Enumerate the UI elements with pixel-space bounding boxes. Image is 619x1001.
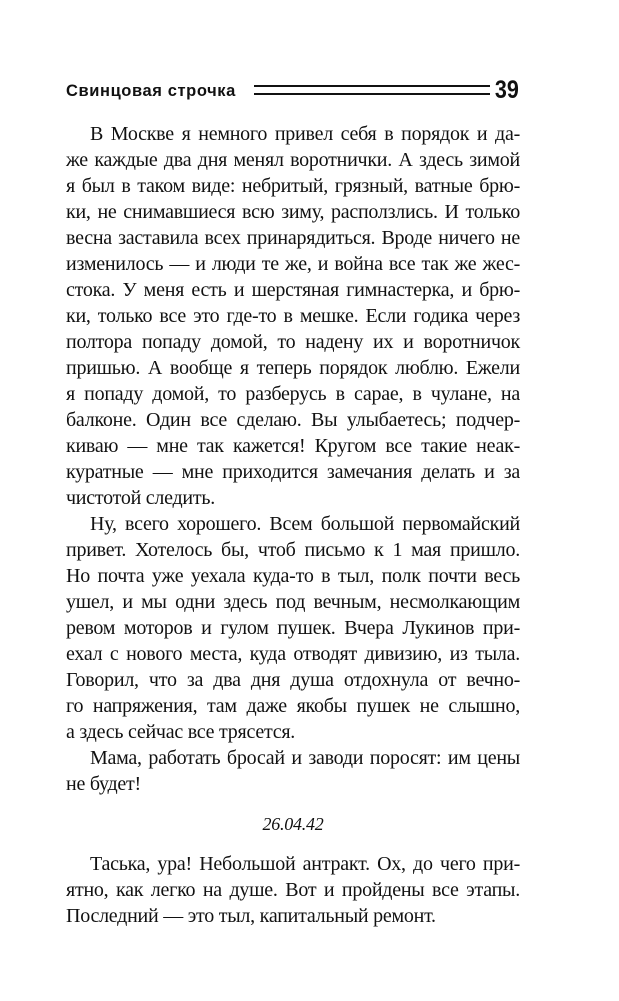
text-line: стока. У меня есть и шерстяная гимнастерка, и брю- (66, 279, 520, 301)
text-line: ушел, и мы одни здесь под вечным, несмолкающим (66, 591, 520, 613)
text-line: Но почта уже уехала куда-то в тыл, полк почти весь (66, 565, 520, 587)
body-text (66, 121, 520, 929)
text-line: я попаду домой, то разберусь в сарае, в чулане, на (66, 383, 520, 405)
header-rule-bottom (254, 93, 490, 95)
text-line: куратные — мне приходится замечания делать и за (66, 461, 520, 483)
letter-date: 26.04.42 (262, 814, 324, 834)
paragraph (66, 121, 520, 511)
text-line: ки, только все это где-то в мешке. Если годика через (66, 305, 520, 327)
running-header (66, 76, 519, 106)
text-line: киваю — мне так кажется! Кругом все такие неак- (66, 435, 520, 457)
text-line: Говорил, что за два дня душа отдохнула от вечно- (66, 669, 520, 691)
text-line: ревом моторов и гулом пушек. Вчера Лукинов при- (66, 617, 520, 639)
text-line: Последний — это тыл, капитальный ремонт. (66, 905, 436, 927)
text-line: Таська, ура! Небольшой антракт. Ох, до чего при- (90, 853, 520, 875)
paragraph (66, 745, 520, 797)
text-line: ки, не снимавшиеся всю зиму, расползлись. И только (66, 201, 520, 223)
text-line: полтора попаду домой, то надену их и воротничок (66, 331, 520, 353)
paragraph (66, 851, 520, 929)
text-line: го напряжения, там даже якобы пушек не слышно, (66, 695, 520, 717)
text-line: Ну, всего хорошего. Всем большой первомайский (90, 513, 520, 535)
text-line: а здесь сейчас все трясется. (66, 721, 296, 743)
text-line: Мама, работать бросай и заводи поросят: им цены (90, 747, 520, 769)
text-line: изменилось — и люди те же, и война все так же жес- (66, 253, 520, 275)
text-line: В Москве я немного привел себя в порядок и да- (90, 123, 520, 145)
text-line: балконе. Один все сделаю. Вы улыбаетесь; подчер- (66, 409, 520, 431)
running-title: Свинцовая строчка (66, 82, 236, 100)
page-number: 39 (495, 76, 519, 104)
paragraph (66, 511, 520, 745)
text-line: же каждые два дня менял воротнички. А здесь зимой (66, 149, 520, 171)
text-line: чистотой следить. (66, 487, 215, 509)
text-line: не будет! (66, 773, 141, 795)
text-line: весна заставила всех принарядиться. Вроде ничего не (66, 227, 520, 249)
text-line: я был в таком виде: небритый, грязный, ватные брю- (66, 175, 520, 197)
text-line: пришью. А вообще я теперь порядок люблю. Ежели (66, 357, 520, 379)
text-line: ехал с нового места, куда отводят дивизию, из тыла. (66, 643, 520, 665)
header-rule-top (254, 85, 490, 87)
text-line: привет. Хотелось бы, чтоб письмо к 1 мая пришло. (66, 539, 520, 561)
text-line: ятно, как легко на душе. Вот и пройдены все этапы. (66, 879, 520, 901)
